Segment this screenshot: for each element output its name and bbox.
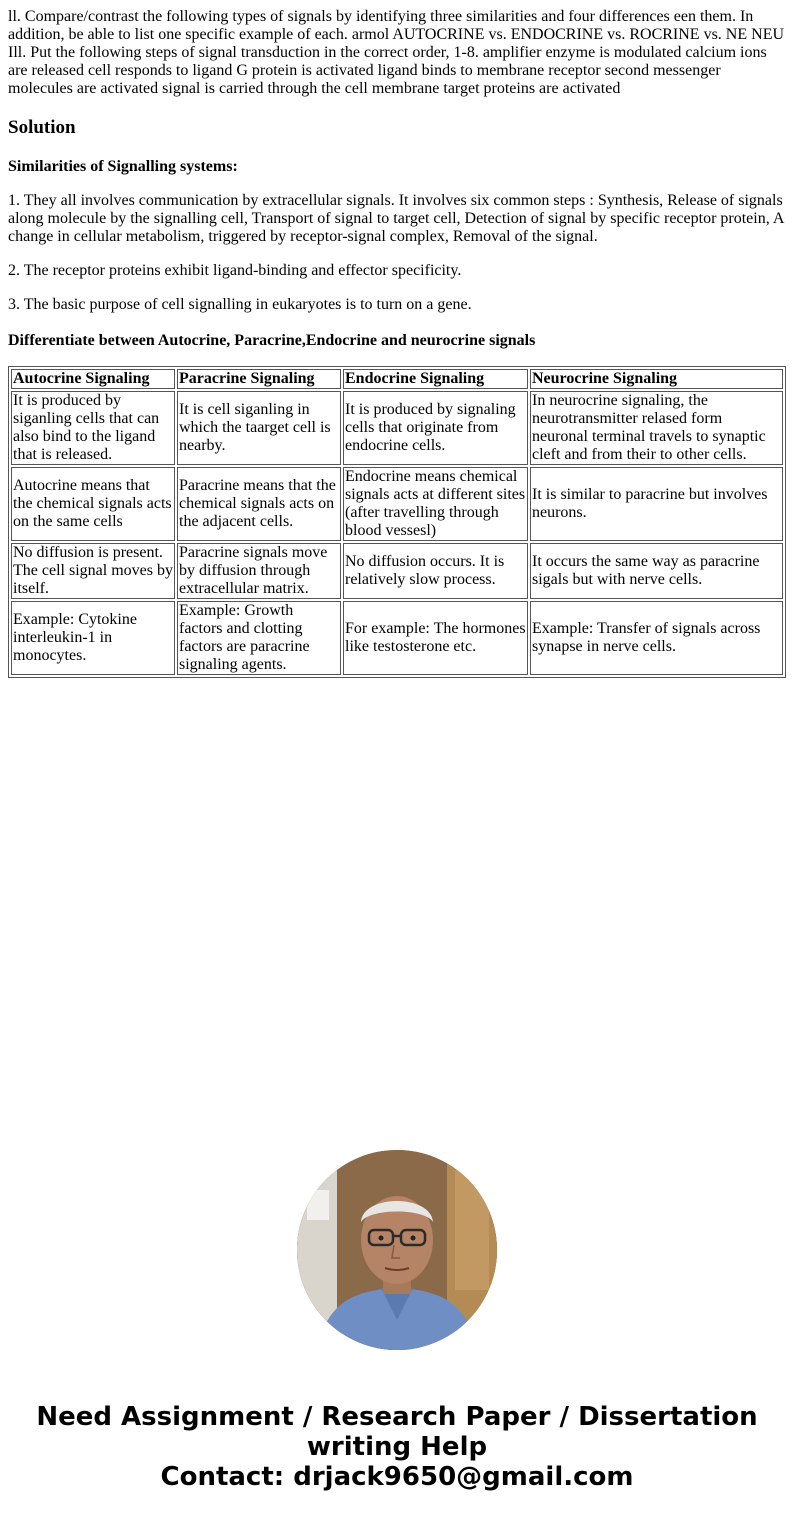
similarities-heading: Similarities of Signalling systems: [8,158,238,175]
table-cell: Autocrine means that the chemical signals acts on the same cells [11,467,175,541]
table-cell: No diffusion occurs. It is relatively slow process. [343,543,528,599]
table-cell: Example: Transfer of signals across synapse in nerve cells. [530,601,783,675]
table-row [11,467,783,541]
promo-text [0,1402,794,1492]
table-cell: Endocrine means chemical signals acts at different sites (after travelling through blood vessesl) [343,467,528,541]
table-cell: In neurocrine signaling, the neurotransmitter relased form neuronal terminal travels to synaptic cleft and from their to other cells. [530,391,783,465]
promo-line-1: Need Assignment / Research Paper / Dissertation [36,1402,758,1432]
header-neurocrine: Neurocrine Signaling [530,369,783,389]
promo-footer [0,1150,794,1492]
table-cell: It is cell siganling in which the taarget cell is nearby. [177,391,341,465]
table-cell: No diffusion is present. The cell signal moves by itself. [11,543,175,599]
differences-heading: Differentiate between Autocrine, Paracrine,Endocrine and neurocrine signals [8,332,536,349]
table-cell: It occurs the same way as paracrine sigals but with nerve cells. [530,543,783,599]
promo-line-2: writing Help [306,1432,488,1462]
table-cell: For example: The hormones like testosterone etc. [343,601,528,675]
table-cell: Example: Cytokine interleukin-1 in monocytes. [11,601,175,675]
header-paracrine: Paracrine Signaling [177,369,341,389]
solution-heading: Solution [8,117,76,138]
comparison-table [8,366,786,678]
header-autocrine: Autocrine Signaling [11,369,175,389]
table-cell: Paracrine means that the chemical signals acts on the adjacent cells. [177,467,341,541]
table-header-row [11,369,783,389]
question-text: ll. Compare/contrast the following types of signals by identifying three similarities and four differences een them. In addition, be able to list one specific example of each. armol AUTOCRINE vs. ENDOCRINE vs. ROCRINE vs. NE NEU Ill. Put the following steps of signal transduction in the correct order, 1-8. amplifier enzyme is modulated calcium ions are released cell responds to ligand G protein is activated ligand binds to membrane receptor second messenger molecules are activated signal is carried through the cell membrane target proteins are activated [8,8,785,97]
author-portrait-image [297,1150,497,1350]
table-row [11,391,783,465]
author-photo [297,1150,497,1350]
similarity-item-2: 2. The receptor proteins exhibit ligand-binding and effector specificity. [8,262,462,279]
similarity-item-3: 3. The basic purpose of cell signalling in eukaryotes is to turn on a gene. [8,296,472,313]
table-row [11,601,783,675]
similarity-item-1: 1. They all involves communication by extracellular signals. It involves six common steps : Synthesis, Release of signals along molecule by the signalling cell, Transport of signal to target cell, Detection of signal by specific receptor protein, A change in cellular metabolism, triggered by receptor-signal complex, Removal of the signal. [8,192,784,245]
document-body [0,0,794,678]
table-row [11,543,783,599]
table-cell: Example: Growth factors and clotting factors are paracrine signaling agents. [177,601,341,675]
table-cell: Paracrine signals move by diffusion through extracellular matrix. [177,543,341,599]
table-cell: It is produced by siganling cells that can also bind to the ligand that is released. [11,391,175,465]
header-endocrine: Endocrine Signaling [343,369,528,389]
promo-contact-email[interactable]: Contact: drjack9650@gmail.com [160,1462,634,1492]
table-cell: It is similar to paracrine but involves neurons. [530,467,783,541]
table-cell: It is produced by signaling cells that originate from endocrine cells. [343,391,528,465]
